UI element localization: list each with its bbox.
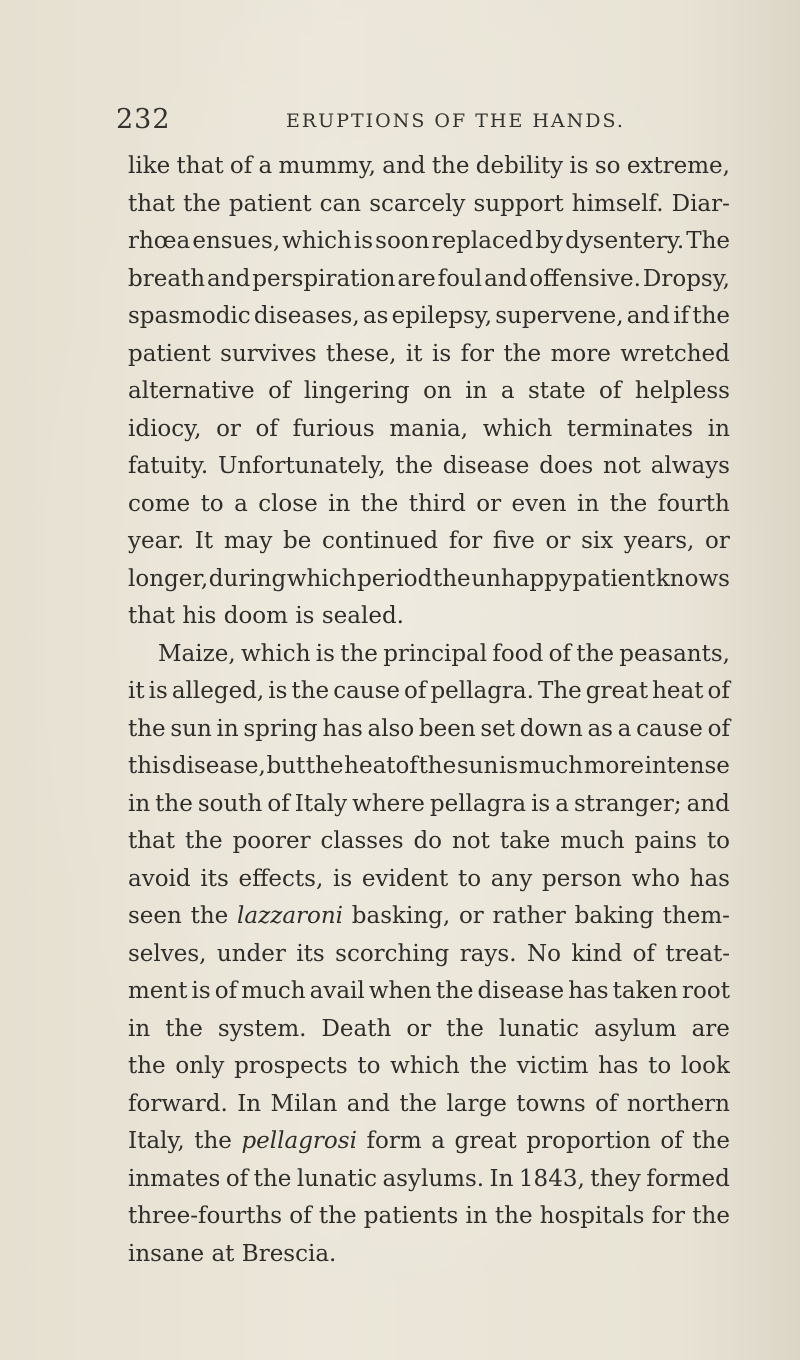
text-line: that his doom is sealed. xyxy=(128,603,404,629)
text-line: rhœa ensues, which is soon replaced by dysentery. The xyxy=(128,228,730,254)
text-line: fatuity. Unfortunately, the disease does not always xyxy=(128,453,730,479)
text-line: the only prospects to which the victim has to look xyxy=(128,1053,730,1079)
text-line: in the south of Italy where pellagra is a stranger; and xyxy=(128,790,730,817)
text-line: forward. In Milan and the large towns of northern xyxy=(128,1090,730,1117)
text-line: avoid its effects, is evident to any person who has xyxy=(128,865,730,892)
text-line: inmates of the lunatic asylums. In 1843, they formed xyxy=(128,1165,730,1192)
text-line: that the patient can scarcely support himself. Diar- xyxy=(128,190,730,217)
text-line: patient survives these, it is for the more wretched xyxy=(128,340,730,367)
running-head: ERUPTIONS OF THE HANDS. xyxy=(286,110,625,132)
text-line: ment is of much avail when the disease has taken root xyxy=(128,978,730,1004)
text-line: that the poorer classes do not take much pains to xyxy=(128,828,730,854)
text-line: idiocy, or of furious mania, which terminates in xyxy=(128,415,730,442)
text-line: seen the lazzaroni basking, or rather baking them- xyxy=(128,903,730,929)
text-line: longer, during which period the unhappy patient knows xyxy=(128,565,730,592)
text-line: three-fourths of the patients in the hospitals for the xyxy=(128,1203,730,1229)
text-line: selves, under its scorching rays. No kind of treat- xyxy=(128,940,730,967)
text-line: year. It may be continued for five or six years, or xyxy=(128,528,730,554)
text-line: in the system. Death or the lunatic asylum are xyxy=(128,1015,730,1042)
text-line: Italy, the pellagrosi form a great proportion of the xyxy=(128,1128,730,1154)
text-line: alternative of lingering on in a state of helpless xyxy=(128,378,730,404)
text-line: breath and perspiration are foul and offensive. Dropsy, xyxy=(128,265,730,292)
text-line: the sun in spring has also been set down as a cause of xyxy=(128,715,730,742)
text-line: this disease, but the heatof the sun is much more intense xyxy=(128,753,730,779)
text-line: like that of a mummy, and the debility is so extreme, xyxy=(128,153,730,179)
text-line: insane at Brescia. xyxy=(128,1240,337,1267)
text-line: spasmodic diseases, as epilepsy, supervene, and if the xyxy=(128,303,730,329)
text-line: come to a close in the third or even in the fourth xyxy=(128,490,730,517)
page-header xyxy=(116,104,730,138)
text-line: Maize, which is the principal food of the peasants, xyxy=(158,640,730,667)
body-text xyxy=(128,148,730,1273)
text-line: it is alleged, is the cause of pellagra. The great heat of xyxy=(128,678,730,704)
page-number: 232 xyxy=(116,104,171,135)
